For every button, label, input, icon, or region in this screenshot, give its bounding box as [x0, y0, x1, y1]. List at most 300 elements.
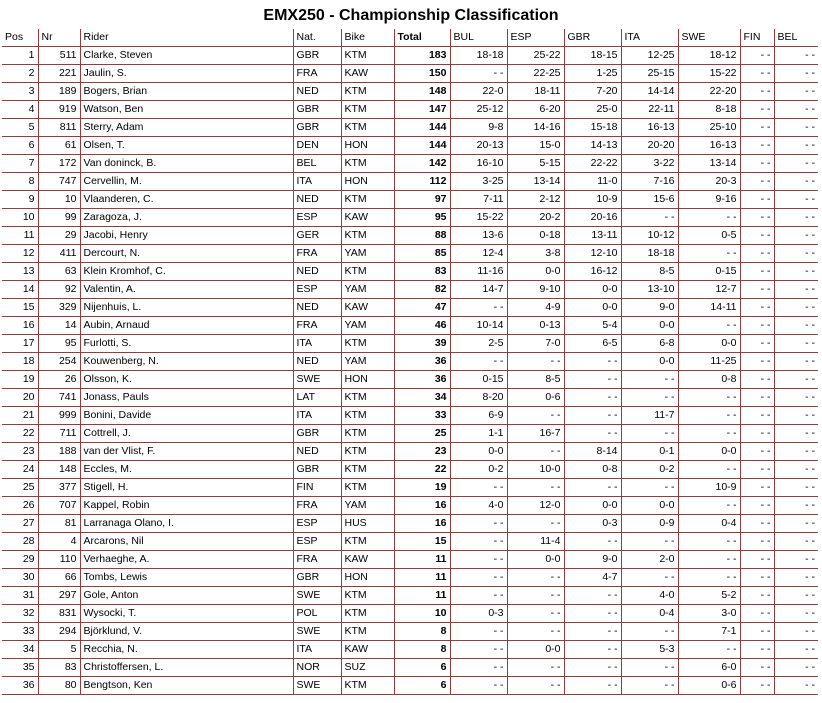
cell-pos: 12	[2, 245, 38, 263]
cell-total: 8	[394, 641, 450, 659]
cell-bel: - -	[774, 461, 818, 479]
cell-nr: 92	[38, 281, 80, 299]
table-row	[2, 155, 818, 173]
cell-esp: - -	[507, 443, 564, 461]
cell-nat: GBR	[293, 47, 341, 65]
cell-pos: 14	[2, 281, 38, 299]
cell-bike: YAM	[341, 497, 394, 515]
cell-nat: BEL	[293, 155, 341, 173]
cell-rider: Olsen, T.	[80, 137, 293, 155]
cell-bike: KAW	[341, 551, 394, 569]
cell-rider: Arcarons, Nil	[80, 533, 293, 551]
cell-bul: 20-13	[450, 137, 507, 155]
cell-ita: 3-22	[621, 155, 678, 173]
cell-total: 11	[394, 587, 450, 605]
cell-esp: - -	[507, 587, 564, 605]
cell-nr: 188	[38, 443, 80, 461]
cell-rider: Clarke, Steven	[80, 47, 293, 65]
cell-bel: - -	[774, 443, 818, 461]
cell-gbr: - -	[564, 623, 621, 641]
cell-pos: 28	[2, 533, 38, 551]
cell-fin: - -	[740, 137, 774, 155]
cell-pos: 15	[2, 299, 38, 317]
cell-esp: 0-6	[507, 389, 564, 407]
cell-gbr: 0-0	[564, 281, 621, 299]
cell-gbr: - -	[564, 371, 621, 389]
cell-swe: - -	[678, 641, 740, 659]
cell-ita: 0-0	[621, 317, 678, 335]
cell-nat: NOR	[293, 659, 341, 677]
cell-gbr: - -	[564, 407, 621, 425]
table-row	[2, 173, 818, 191]
cell-fin: - -	[740, 623, 774, 641]
cell-bul: 0-3	[450, 605, 507, 623]
cell-nat: ESP	[293, 281, 341, 299]
cell-pos: 5	[2, 119, 38, 137]
table-row	[2, 47, 818, 65]
cell-total: 83	[394, 263, 450, 281]
cell-gbr: 13-11	[564, 227, 621, 245]
cell-nat: ESP	[293, 209, 341, 227]
cell-nr: 4	[38, 533, 80, 551]
cell-nat: ITA	[293, 641, 341, 659]
cell-fin: - -	[740, 83, 774, 101]
cell-fin: - -	[740, 119, 774, 137]
cell-fin: - -	[740, 443, 774, 461]
table-row	[2, 137, 818, 155]
cell-total: 10	[394, 605, 450, 623]
table-row	[2, 245, 818, 263]
cell-bel: - -	[774, 407, 818, 425]
cell-bike: KAW	[341, 299, 394, 317]
cell-nr: 297	[38, 587, 80, 605]
cell-bul: - -	[450, 353, 507, 371]
cell-gbr: 10-9	[564, 191, 621, 209]
cell-total: 97	[394, 191, 450, 209]
cell-pos: 20	[2, 389, 38, 407]
cell-esp: 9-10	[507, 281, 564, 299]
cell-nat: NED	[293, 83, 341, 101]
cell-nat: GBR	[293, 569, 341, 587]
cell-total: 6	[394, 677, 450, 695]
cell-ita: 12-25	[621, 47, 678, 65]
table-row	[2, 353, 818, 371]
cell-pos: 33	[2, 623, 38, 641]
cell-bul: 25-12	[450, 101, 507, 119]
table-row	[2, 407, 818, 425]
cell-rider: Gole, Anton	[80, 587, 293, 605]
table-row	[2, 65, 818, 83]
cell-fin: - -	[740, 263, 774, 281]
cell-bike: KTM	[341, 119, 394, 137]
cell-fin: - -	[740, 245, 774, 263]
cell-nat: NED	[293, 353, 341, 371]
cell-rider: Van doninck, B.	[80, 155, 293, 173]
cell-swe: - -	[678, 569, 740, 587]
cell-swe: 0-4	[678, 515, 740, 533]
cell-esp: 11-4	[507, 533, 564, 551]
cell-swe: - -	[678, 425, 740, 443]
cell-gbr: - -	[564, 659, 621, 677]
cell-bel: - -	[774, 497, 818, 515]
cell-rider: Wysocki, T.	[80, 605, 293, 623]
cell-gbr: - -	[564, 587, 621, 605]
cell-ita: - -	[621, 569, 678, 587]
cell-rider: Bogers, Brian	[80, 83, 293, 101]
cell-bel: - -	[774, 479, 818, 497]
cell-pos: 22	[2, 425, 38, 443]
cell-nat: GBR	[293, 461, 341, 479]
cell-gbr: 15-18	[564, 119, 621, 137]
cell-nr: 831	[38, 605, 80, 623]
cell-gbr: - -	[564, 353, 621, 371]
cell-nat: SWE	[293, 677, 341, 695]
cell-bel: - -	[774, 605, 818, 623]
cell-pos: 35	[2, 659, 38, 677]
cell-fin: - -	[740, 533, 774, 551]
cell-bul: - -	[450, 515, 507, 533]
table-row	[2, 443, 818, 461]
table-row	[2, 569, 818, 587]
cell-swe: - -	[678, 245, 740, 263]
cell-total: 16	[394, 497, 450, 515]
cell-ita: 0-9	[621, 515, 678, 533]
cell-rider: Sterry, Adam	[80, 119, 293, 137]
cell-esp: 2-12	[507, 191, 564, 209]
cell-pos: 2	[2, 65, 38, 83]
cell-nat: LAT	[293, 389, 341, 407]
table-row	[2, 533, 818, 551]
cell-swe: 0-0	[678, 335, 740, 353]
header-row	[2, 29, 818, 47]
cell-nr: 110	[38, 551, 80, 569]
cell-nr: 66	[38, 569, 80, 587]
table-row	[2, 263, 818, 281]
cell-swe: 5-2	[678, 587, 740, 605]
cell-nr: 61	[38, 137, 80, 155]
cell-fin: - -	[740, 101, 774, 119]
page-title: EMX250 - Championship Classification	[263, 7, 559, 24]
col-header-nat: Nat.	[293, 29, 341, 47]
table-row	[2, 335, 818, 353]
cell-bike: HON	[341, 569, 394, 587]
cell-total: 8	[394, 623, 450, 641]
cell-bel: - -	[774, 155, 818, 173]
cell-nat: GBR	[293, 425, 341, 443]
cell-nr: 254	[38, 353, 80, 371]
table-row	[2, 317, 818, 335]
cell-nr: 95	[38, 335, 80, 353]
cell-rider: Bengtson, Ken	[80, 677, 293, 695]
cell-rider: Cervellin, M.	[80, 173, 293, 191]
cell-bul: - -	[450, 299, 507, 317]
table-row	[2, 515, 818, 533]
cell-nat: ESP	[293, 533, 341, 551]
cell-pos: 11	[2, 227, 38, 245]
cell-fin: - -	[740, 587, 774, 605]
cell-swe: 22-20	[678, 83, 740, 101]
cell-total: 25	[394, 425, 450, 443]
cell-nat: DEN	[293, 137, 341, 155]
cell-bike: YAM	[341, 281, 394, 299]
cell-swe: 13-14	[678, 155, 740, 173]
cell-nat: NED	[293, 443, 341, 461]
cell-gbr: 5-4	[564, 317, 621, 335]
cell-gbr: 7-20	[564, 83, 621, 101]
cell-bul: - -	[450, 569, 507, 587]
cell-esp: - -	[507, 407, 564, 425]
cell-bike: KTM	[341, 677, 394, 695]
cell-bike: HUS	[341, 515, 394, 533]
cell-nr: 81	[38, 515, 80, 533]
cell-bel: - -	[774, 515, 818, 533]
cell-bel: - -	[774, 281, 818, 299]
cell-pos: 19	[2, 371, 38, 389]
table-row	[2, 551, 818, 569]
cell-pos: 3	[2, 83, 38, 101]
cell-bike: YAM	[341, 317, 394, 335]
cell-pos: 13	[2, 263, 38, 281]
cell-bul: 9-8	[450, 119, 507, 137]
col-header-total: Total	[394, 29, 450, 47]
cell-esp: - -	[507, 353, 564, 371]
cell-swe: 0-15	[678, 263, 740, 281]
cell-nr: 80	[38, 677, 80, 695]
cell-rider: Jaulin, S.	[80, 65, 293, 83]
cell-total: 142	[394, 155, 450, 173]
cell-pos: 31	[2, 587, 38, 605]
cell-swe: 0-0	[678, 443, 740, 461]
cell-bul: 7-11	[450, 191, 507, 209]
cell-swe: - -	[678, 407, 740, 425]
cell-pos: 6	[2, 137, 38, 155]
cell-bul: 16-10	[450, 155, 507, 173]
cell-total: 39	[394, 335, 450, 353]
cell-esp: 15-0	[507, 137, 564, 155]
cell-ita: - -	[621, 425, 678, 443]
cell-swe: 3-0	[678, 605, 740, 623]
cell-nat: ITA	[293, 173, 341, 191]
cell-nat: ITA	[293, 407, 341, 425]
cell-bike: KTM	[341, 461, 394, 479]
cell-rider: Vlaanderen, C.	[80, 191, 293, 209]
table-row	[2, 191, 818, 209]
cell-esp: 4-9	[507, 299, 564, 317]
cell-total: 33	[394, 407, 450, 425]
cell-fin: - -	[740, 191, 774, 209]
cell-ita: - -	[621, 389, 678, 407]
cell-pos: 21	[2, 407, 38, 425]
cell-bel: - -	[774, 389, 818, 407]
cell-bike: YAM	[341, 353, 394, 371]
cell-ita: 6-8	[621, 335, 678, 353]
cell-gbr: - -	[564, 605, 621, 623]
cell-bul: 8-20	[450, 389, 507, 407]
cell-bul: 3-25	[450, 173, 507, 191]
cell-esp: 0-18	[507, 227, 564, 245]
cell-pos: 10	[2, 209, 38, 227]
cell-nr: 411	[38, 245, 80, 263]
cell-fin: - -	[740, 209, 774, 227]
cell-nat: ITA	[293, 335, 341, 353]
cell-bul: 13-6	[450, 227, 507, 245]
cell-nr: 83	[38, 659, 80, 677]
cell-esp: 0-0	[507, 641, 564, 659]
cell-bel: - -	[774, 65, 818, 83]
cell-rider: Cottrell, J.	[80, 425, 293, 443]
cell-bel: - -	[774, 641, 818, 659]
cell-swe: 7-1	[678, 623, 740, 641]
cell-swe: 20-3	[678, 173, 740, 191]
cell-fin: - -	[740, 227, 774, 245]
cell-nr: 14	[38, 317, 80, 335]
cell-bul: - -	[450, 641, 507, 659]
cell-bel: - -	[774, 47, 818, 65]
table-row	[2, 479, 818, 497]
col-header-esp: ESP	[507, 29, 564, 47]
cell-fin: - -	[740, 551, 774, 569]
table-row	[2, 677, 818, 695]
table-row	[2, 389, 818, 407]
cell-bel: - -	[774, 227, 818, 245]
table-row	[2, 83, 818, 101]
cell-bike: KTM	[341, 263, 394, 281]
cell-ita: 11-7	[621, 407, 678, 425]
cell-ita: - -	[621, 623, 678, 641]
cell-gbr: 11-0	[564, 173, 621, 191]
cell-bel: - -	[774, 533, 818, 551]
cell-nr: 189	[38, 83, 80, 101]
table-row	[2, 425, 818, 443]
cell-esp: 25-22	[507, 47, 564, 65]
cell-esp: - -	[507, 605, 564, 623]
cell-bike: KTM	[341, 47, 394, 65]
cell-esp: 0-13	[507, 317, 564, 335]
cell-rider: Eccles, M.	[80, 461, 293, 479]
cell-pos: 24	[2, 461, 38, 479]
cell-esp: 8-5	[507, 371, 564, 389]
cell-nat: GER	[293, 227, 341, 245]
cell-rider: Kouwenberg, N.	[80, 353, 293, 371]
cell-esp: 3-8	[507, 245, 564, 263]
cell-total: 112	[394, 173, 450, 191]
cell-fin: - -	[740, 155, 774, 173]
table-row	[2, 497, 818, 515]
cell-nat: FRA	[293, 551, 341, 569]
cell-gbr: 18-15	[564, 47, 621, 65]
cell-ita: 16-13	[621, 119, 678, 137]
cell-ita: - -	[621, 659, 678, 677]
cell-pos: 26	[2, 497, 38, 515]
cell-bul: 10-14	[450, 317, 507, 335]
cell-ita: 0-1	[621, 443, 678, 461]
cell-fin: - -	[740, 353, 774, 371]
cell-nat: SWE	[293, 587, 341, 605]
cell-bel: - -	[774, 191, 818, 209]
cell-bel: - -	[774, 209, 818, 227]
cell-swe: 6-0	[678, 659, 740, 677]
cell-bike: KTM	[341, 533, 394, 551]
cell-nat: ESP	[293, 515, 341, 533]
cell-nr: 511	[38, 47, 80, 65]
table-row	[2, 587, 818, 605]
cell-gbr: 0-3	[564, 515, 621, 533]
cell-esp: - -	[507, 623, 564, 641]
cell-ita: 7-16	[621, 173, 678, 191]
cell-esp: - -	[507, 515, 564, 533]
cell-bel: - -	[774, 299, 818, 317]
cell-total: 6	[394, 659, 450, 677]
cell-esp: 12-0	[507, 497, 564, 515]
cell-fin: - -	[740, 173, 774, 191]
cell-gbr: - -	[564, 533, 621, 551]
cell-total: 147	[394, 101, 450, 119]
cell-total: 144	[394, 137, 450, 155]
cell-nat: FRA	[293, 497, 341, 515]
col-header-gbr: GBR	[564, 29, 621, 47]
cell-total: 23	[394, 443, 450, 461]
cell-bul: 12-4	[450, 245, 507, 263]
cell-pos: 34	[2, 641, 38, 659]
cell-bel: - -	[774, 569, 818, 587]
cell-bul: 0-0	[450, 443, 507, 461]
cell-total: 88	[394, 227, 450, 245]
cell-bul: - -	[450, 533, 507, 551]
cell-bike: KTM	[341, 425, 394, 443]
cell-bel: - -	[774, 83, 818, 101]
cell-nat: NED	[293, 191, 341, 209]
cell-nr: 711	[38, 425, 80, 443]
cell-rider: Larranaga Olano, I.	[80, 515, 293, 533]
cell-total: 144	[394, 119, 450, 137]
cell-nr: 741	[38, 389, 80, 407]
cell-fin: - -	[740, 299, 774, 317]
cell-bike: KTM	[341, 605, 394, 623]
cell-esp: - -	[507, 659, 564, 677]
cell-pos: 18	[2, 353, 38, 371]
cell-bel: - -	[774, 119, 818, 137]
cell-bul: 18-18	[450, 47, 507, 65]
cell-fin: - -	[740, 461, 774, 479]
cell-swe: - -	[678, 533, 740, 551]
cell-gbr: - -	[564, 677, 621, 695]
cell-fin: - -	[740, 389, 774, 407]
cell-pos: 16	[2, 317, 38, 335]
cell-rider: Furlotti, S.	[80, 335, 293, 353]
cell-ita: 10-12	[621, 227, 678, 245]
cell-gbr: 8-14	[564, 443, 621, 461]
cell-nr: 747	[38, 173, 80, 191]
cell-rider: Verhaeghe, A.	[80, 551, 293, 569]
cell-bel: - -	[774, 371, 818, 389]
cell-total: 82	[394, 281, 450, 299]
cell-rider: Jonass, Pauls	[80, 389, 293, 407]
cell-rider: van der Vlist, F.	[80, 443, 293, 461]
cell-nr: 10	[38, 191, 80, 209]
cell-pos: 9	[2, 191, 38, 209]
col-header-bike: Bike	[341, 29, 394, 47]
cell-bul: - -	[450, 587, 507, 605]
cell-total: 22	[394, 461, 450, 479]
cell-total: 36	[394, 371, 450, 389]
cell-rider: Nijenhuis, L.	[80, 299, 293, 317]
table-row	[2, 605, 818, 623]
cell-nr: 221	[38, 65, 80, 83]
table-row	[2, 119, 818, 137]
cell-esp: 0-0	[507, 551, 564, 569]
col-header-ita: ITA	[621, 29, 678, 47]
cell-ita: - -	[621, 533, 678, 551]
